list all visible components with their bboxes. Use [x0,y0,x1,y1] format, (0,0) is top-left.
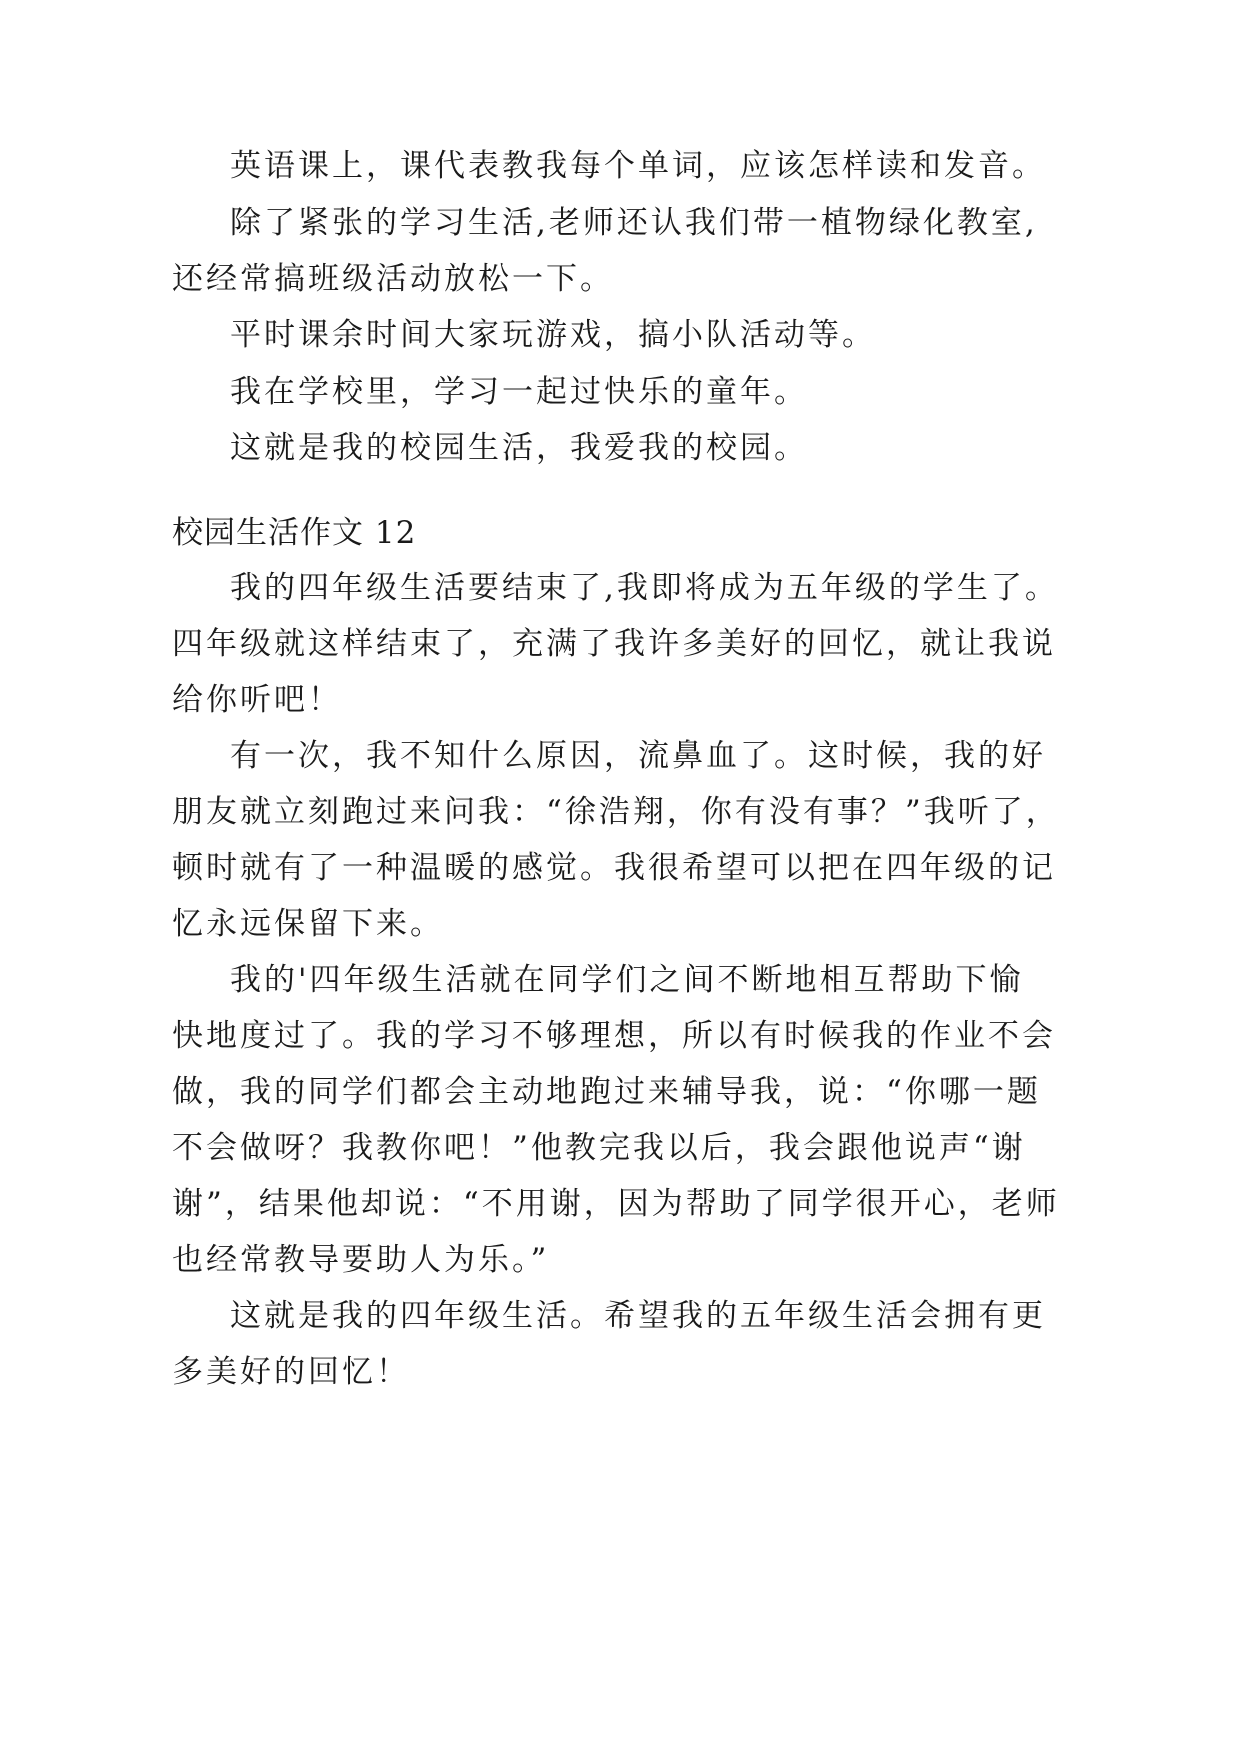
paragraph-line: 还经常搞班级活动放松一下。 [172,261,614,297]
paragraph-line: 多美好的回忆！ [172,1354,410,1390]
paragraph-line: 做，我的同学们都会主动地跑过来辅导我，说：“你哪一题 [172,1074,1041,1110]
paragraph-line: 朋友就立刻跑过来问我：“徐浩翔，你有没有事？”我听了， [172,794,1060,830]
paragraph-line: 除了紧张的学习生活,老师还认我们带一植物绿化教室, [230,205,1038,241]
paragraph-line: 这就是我的四年级生活。希望我的五年级生活会拥有更 [230,1298,1046,1334]
paragraph-line: 给你听吧！ [172,682,342,718]
paragraph-line: 快地度过了。我的学习不够理想，所以有时候我的作业不会 [172,1018,1056,1054]
paragraph-line: 这就是我的校园生活，我爱我的校园。 [230,430,808,466]
paragraph-line: 四年级就这样结束了，充满了我许多美好的回忆，就让我说 [172,626,1056,662]
paragraph-line: 也经常教导要助人为乐。” [172,1242,550,1278]
paragraph-line: 我的四年级生活要结束了,我即将成为五年级的学生了。 [230,570,1059,606]
paragraph-line: 我在学校里，学习一起过快乐的童年。 [230,374,808,410]
section-title: 校园生活作文 12 [172,515,417,551]
paragraph-line: 平时课余时间大家玩游戏，搞小队活动等。 [230,317,876,353]
paragraph-line: 英语课上，课代表教我每个单词，应该怎样读和发音。 [230,148,1046,184]
paragraph-line: 有一次，我不知什么原因，流鼻血了。这时候，我的好 [230,738,1046,774]
paragraph-line: 忆永远保留下来。 [172,906,444,942]
paragraph-line: 谢”，结果他却说：“不用谢，因为帮助了同学很开心，老师 [172,1186,1060,1222]
paragraph-line: 我的'四年级生活就在同学们之间不断地相互帮助下愉 [230,962,1024,998]
paragraph-line: 不会做呀？我教你吧！”他教完我以后，我会跟他说声“谢 [172,1130,1026,1166]
paragraph-line: 顿时就有了一种温暖的感觉。我很希望可以把在四年级的记 [172,850,1056,886]
